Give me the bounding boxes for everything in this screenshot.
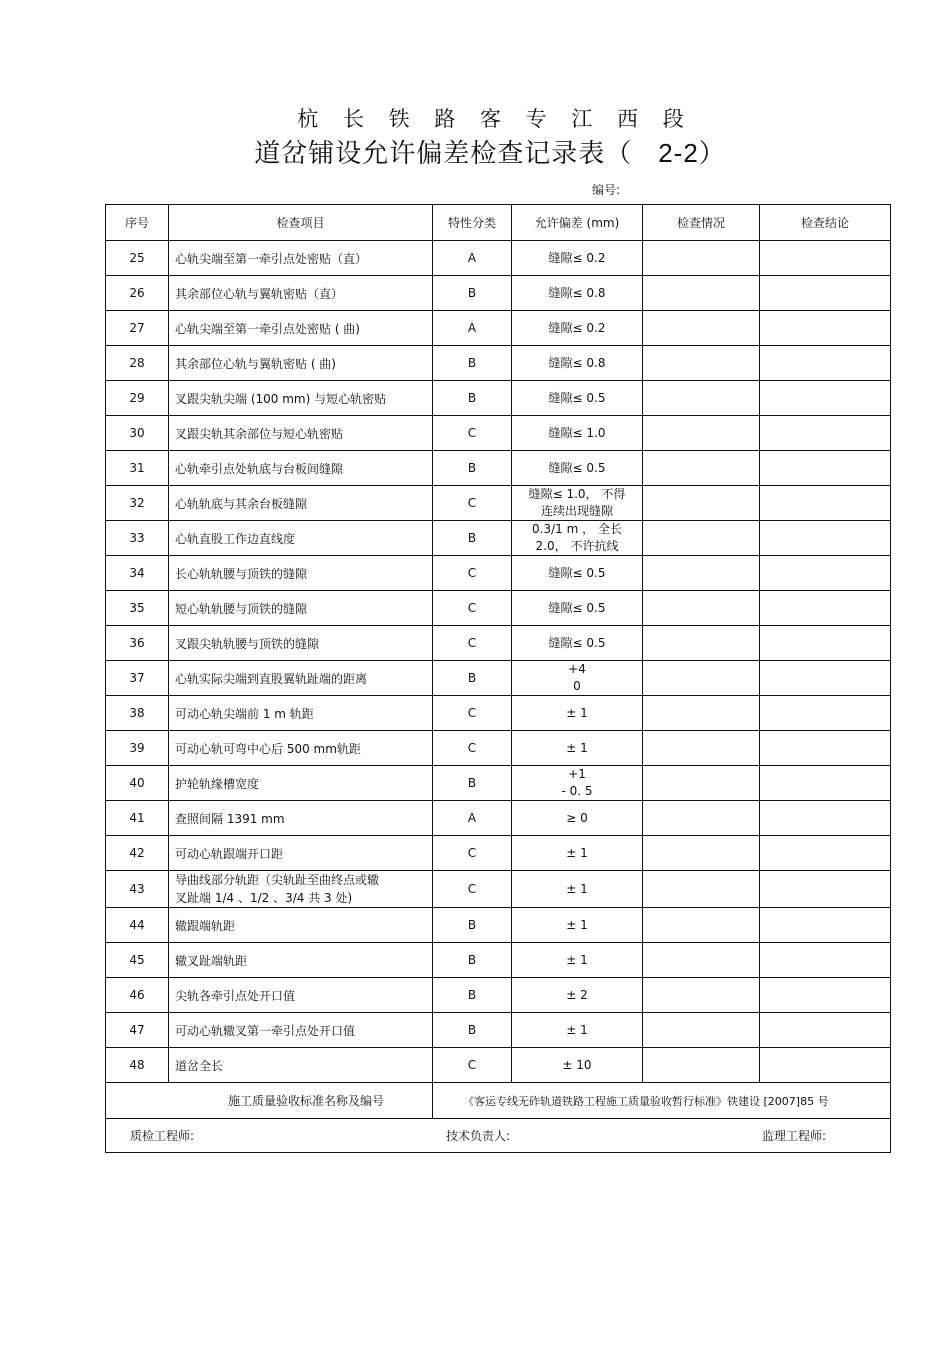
row-item: 其余部位心轨与翼轨密贴（直） — [169, 276, 433, 311]
row-item: 心轨轨底与其余台板缝隙 — [169, 486, 433, 521]
row-item-line2: 叉趾端 1/4 、1/2 、3/4 共 3 处) — [175, 891, 353, 905]
row-number: 37 — [106, 661, 169, 696]
row-class: C — [433, 626, 512, 661]
inspection-table — [105, 204, 891, 1153]
row-inspection-cell[interactable] — [643, 591, 760, 626]
row-number: 42 — [106, 836, 169, 871]
row-tolerance: 缝隙≤ 0.2 — [512, 241, 643, 276]
row-conclusion-cell[interactable] — [760, 766, 891, 801]
col-header-class: 特性分类 — [433, 205, 512, 241]
row-inspection-cell[interactable] — [643, 661, 760, 696]
table-row — [106, 661, 891, 696]
row-class: B — [433, 276, 512, 311]
row-tolerance: 缝隙≤ 1.0 — [512, 416, 643, 451]
row-class: B — [433, 346, 512, 381]
row-item: 道岔全长 — [169, 1048, 433, 1083]
standard-row — [106, 1083, 891, 1119]
col-header-inspection: 检查情况 — [643, 205, 760, 241]
row-number: 28 — [106, 346, 169, 381]
row-number: 36 — [106, 626, 169, 661]
form-title-text: 道岔铺设允许偏差检查记录表（ — [254, 139, 633, 169]
row-tolerance — [512, 486, 643, 521]
row-conclusion-cell[interactable] — [760, 731, 891, 766]
row-item: 短心轨轨腰与顶铁的缝隙 — [169, 591, 433, 626]
row-tolerance: 缝隙≤ 0.5 — [512, 626, 643, 661]
row-inspection-cell[interactable] — [643, 731, 760, 766]
row-inspection-cell[interactable] — [643, 1048, 760, 1083]
row-conclusion-cell[interactable] — [760, 696, 891, 731]
row-class: C — [433, 836, 512, 871]
row-item — [169, 871, 433, 908]
table-row — [106, 731, 891, 766]
row-conclusion-cell[interactable] — [760, 276, 891, 311]
row-number: 45 — [106, 943, 169, 978]
row-number: 33 — [106, 521, 169, 556]
row-tolerance-line1: 0.3/1 m ， 全长 — [532, 522, 622, 536]
row-inspection-cell[interactable] — [643, 276, 760, 311]
row-item: 叉跟尖轨其余部位与短心轨密贴 — [169, 416, 433, 451]
row-conclusion-cell[interactable] — [760, 381, 891, 416]
col-header-item: 检查项目 — [169, 205, 433, 241]
table-header-row — [106, 205, 891, 241]
row-tolerance: ± 1 — [512, 696, 643, 731]
row-inspection-cell[interactable] — [643, 626, 760, 661]
row-number: 44 — [106, 908, 169, 943]
row-tolerance: 缝隙≤ 0.5 — [512, 591, 643, 626]
row-number: 31 — [106, 451, 169, 486]
supervisor-label: 监理工程师: — [761, 1129, 826, 1143]
row-conclusion-cell[interactable] — [760, 1013, 891, 1048]
standard-label: 施工质量验收标准名称及编号 — [106, 1083, 433, 1119]
row-item: 可动心轨可弯中心后 500 mm轨距 — [169, 731, 433, 766]
signature-fields — [110, 1127, 886, 1144]
project-title: 杭 长 铁 路 客 专 江 西 段 — [297, 107, 693, 131]
row-item: 心轨尖端至第一牵引点处密贴 ( 曲) — [169, 311, 433, 346]
table-row — [106, 241, 891, 276]
row-class: B — [433, 381, 512, 416]
table-row — [106, 416, 891, 451]
row-conclusion-cell[interactable] — [760, 978, 891, 1013]
row-item: 叉跟尖轨尖端 (100 mm) 与短心轨密贴 — [169, 381, 433, 416]
signature-cell — [106, 1119, 891, 1153]
row-conclusion-cell[interactable] — [760, 521, 891, 556]
table-row — [106, 908, 891, 943]
form-number: 2-2 — [658, 138, 699, 168]
row-number: 35 — [106, 591, 169, 626]
row-tolerance-line1: +4 — [568, 662, 586, 676]
row-number: 40 — [106, 766, 169, 801]
row-class: A — [433, 801, 512, 836]
row-conclusion-cell[interactable] — [760, 346, 891, 381]
row-tolerance: ± 10 — [512, 1048, 643, 1083]
row-inspection-cell[interactable] — [643, 416, 760, 451]
row-class: A — [433, 241, 512, 276]
row-conclusion-cell[interactable] — [760, 486, 891, 521]
doc-number-label: 编号: — [592, 183, 621, 197]
row-inspection-cell[interactable] — [643, 696, 760, 731]
row-tolerance-line2: - 0. 5 — [561, 784, 593, 798]
table-row — [106, 486, 891, 521]
row-tolerance: 缝隙≤ 0.5 — [512, 451, 643, 486]
qc-engineer-label: 质检工程师: — [130, 1129, 195, 1143]
row-inspection-cell[interactable] — [643, 943, 760, 978]
row-item: 辙叉趾端轨距 — [169, 943, 433, 978]
row-inspection-cell[interactable] — [643, 311, 760, 346]
row-tolerance: ± 1 — [512, 908, 643, 943]
col-header-conclusion: 检查结论 — [760, 205, 891, 241]
table-row — [106, 943, 891, 978]
row-conclusion-cell[interactable] — [760, 451, 891, 486]
row-class: B — [433, 978, 512, 1013]
row-tolerance-line2: 连续出现缝隙 — [540, 504, 613, 518]
row-inspection-cell[interactable] — [643, 241, 760, 276]
row-class: B — [433, 451, 512, 486]
table-row — [106, 451, 891, 486]
row-inspection-cell[interactable] — [643, 381, 760, 416]
row-number: 41 — [106, 801, 169, 836]
row-conclusion-cell[interactable] — [760, 661, 891, 696]
row-inspection-cell[interactable] — [643, 836, 760, 871]
row-conclusion-cell[interactable] — [760, 943, 891, 978]
row-item: 辙跟端轨距 — [169, 908, 433, 943]
row-conclusion-cell[interactable] — [760, 871, 891, 908]
row-conclusion-cell[interactable] — [760, 801, 891, 836]
row-tolerance: ± 1 — [512, 836, 643, 871]
row-class: C — [433, 556, 512, 591]
row-conclusion-cell[interactable] — [760, 1048, 891, 1083]
row-class: B — [433, 1013, 512, 1048]
table-row — [106, 1013, 891, 1048]
form-title — [0, 133, 950, 170]
table-row — [106, 836, 891, 871]
row-number: 39 — [106, 731, 169, 766]
row-class: C — [433, 416, 512, 451]
row-tolerance: 缝隙≤ 0.8 — [512, 346, 643, 381]
row-conclusion-cell[interactable] — [760, 241, 891, 276]
table-row — [106, 556, 891, 591]
row-tolerance-line1: 缝隙≤ 1.0， 不得 — [528, 487, 626, 501]
row-inspection-cell[interactable] — [643, 908, 760, 943]
table-row — [106, 311, 891, 346]
table-row — [106, 521, 891, 556]
row-conclusion-cell[interactable] — [760, 311, 891, 346]
row-item-line1: 导曲线部分轨距（尖轨趾至曲终点或辙 — [175, 873, 380, 887]
row-item: 可动心轨跟端开口距 — [169, 836, 433, 871]
row-item: 心轨直股工作边直线度 — [169, 521, 433, 556]
table-row — [106, 766, 891, 801]
row-item: 尖轨各牵引点处开口值 — [169, 978, 433, 1013]
table-row — [106, 696, 891, 731]
row-inspection-cell[interactable] — [643, 1013, 760, 1048]
table-row — [106, 801, 891, 836]
row-number: 34 — [106, 556, 169, 591]
row-item: 长心轨轨腰与顶铁的缝隙 — [169, 556, 433, 591]
row-tolerance — [512, 521, 643, 556]
row-inspection-cell[interactable] — [643, 451, 760, 486]
row-number: 48 — [106, 1048, 169, 1083]
table-row — [106, 1048, 891, 1083]
row-number: 32 — [106, 486, 169, 521]
row-tolerance — [512, 766, 643, 801]
row-item: 叉跟尖轨轨腰与顶铁的缝隙 — [169, 626, 433, 661]
row-class: C — [433, 696, 512, 731]
row-conclusion-cell[interactable] — [760, 626, 891, 661]
row-tolerance: 缝隙≤ 0.8 — [512, 276, 643, 311]
row-item: 可动心轨尖端前 1 m 轨距 — [169, 696, 433, 731]
row-class: C — [433, 1048, 512, 1083]
row-number: 25 — [106, 241, 169, 276]
row-number: 47 — [106, 1013, 169, 1048]
form-title-close: ） — [698, 139, 726, 169]
row-tolerance: ± 1 — [512, 943, 643, 978]
row-conclusion-cell[interactable] — [760, 836, 891, 871]
row-tolerance-line2: 0 — [573, 679, 581, 693]
table-row — [106, 381, 891, 416]
standard-value: 《客运专线无砟轨道铁路工程施工质量验收暂行标准》铁建设 [2007]85 号 — [433, 1083, 891, 1119]
row-number: 43 — [106, 871, 169, 908]
row-inspection-cell[interactable] — [643, 346, 760, 381]
signature-row — [106, 1119, 891, 1153]
row-conclusion-cell[interactable] — [760, 908, 891, 943]
row-class: B — [433, 766, 512, 801]
row-number: 27 — [106, 311, 169, 346]
row-class: B — [433, 943, 512, 978]
row-number: 46 — [106, 978, 169, 1013]
tech-lead-label: 技术负责人: — [445, 1129, 511, 1143]
row-item: 心轨尖端至第一牵引点处密贴（直） — [169, 241, 433, 276]
row-tolerance: 缝隙≤ 0.5 — [512, 381, 643, 416]
row-class: C — [433, 486, 512, 521]
row-item: 心轨牵引点处轨底与台板间缝隙 — [169, 451, 433, 486]
col-header-no: 序号 — [106, 205, 169, 241]
row-inspection-cell[interactable] — [643, 521, 760, 556]
row-tolerance-line2: 2.0， 不许抗线 — [535, 539, 619, 553]
row-tolerance: ± 1 — [512, 871, 643, 908]
row-class: A — [433, 311, 512, 346]
row-class: C — [433, 871, 512, 908]
row-conclusion-cell[interactable] — [760, 556, 891, 591]
row-tolerance: 缝隙≤ 0.5 — [512, 556, 643, 591]
row-class: B — [433, 521, 512, 556]
table-row — [106, 871, 891, 908]
table-row — [106, 978, 891, 1013]
table-row — [106, 591, 891, 626]
row-number: 38 — [106, 696, 169, 731]
row-class: C — [433, 731, 512, 766]
row-class: B — [433, 661, 512, 696]
row-tolerance: ≥ 0 — [512, 801, 643, 836]
row-tolerance: ± 1 — [512, 1013, 643, 1048]
row-tolerance-line1: +1 — [568, 767, 586, 781]
col-header-tolerance: 允许偏差 (mm) — [512, 205, 643, 241]
row-tolerance: ± 1 — [512, 731, 643, 766]
row-conclusion-cell[interactable] — [760, 416, 891, 451]
row-class: C — [433, 591, 512, 626]
row-number: 30 — [106, 416, 169, 451]
row-class: B — [433, 908, 512, 943]
table-row — [106, 346, 891, 381]
row-inspection-cell[interactable] — [643, 486, 760, 521]
row-inspection-cell[interactable] — [643, 978, 760, 1013]
row-tolerance: ± 2 — [512, 978, 643, 1013]
row-item: 心轨实际尖端到直股翼轨趾端的距离 — [169, 661, 433, 696]
row-conclusion-cell[interactable] — [760, 591, 891, 626]
row-inspection-cell[interactable] — [643, 556, 760, 591]
row-tolerance: 缝隙≤ 0.2 — [512, 311, 643, 346]
row-item: 护轮轨缘槽宽度 — [169, 766, 433, 801]
row-item: 可动心轨辙叉第一牵引点处开口值 — [169, 1013, 433, 1048]
row-tolerance — [512, 661, 643, 696]
row-item: 其余部位心轨与翼轨密贴 ( 曲) — [169, 346, 433, 381]
row-inspection-cell[interactable] — [643, 766, 760, 801]
row-item: 查照间隔 1391 mm — [169, 801, 433, 836]
table-row — [106, 626, 891, 661]
row-inspection-cell[interactable] — [643, 871, 760, 908]
row-number: 26 — [106, 276, 169, 311]
row-inspection-cell[interactable] — [643, 801, 760, 836]
table-row — [106, 276, 891, 311]
row-number: 29 — [106, 381, 169, 416]
